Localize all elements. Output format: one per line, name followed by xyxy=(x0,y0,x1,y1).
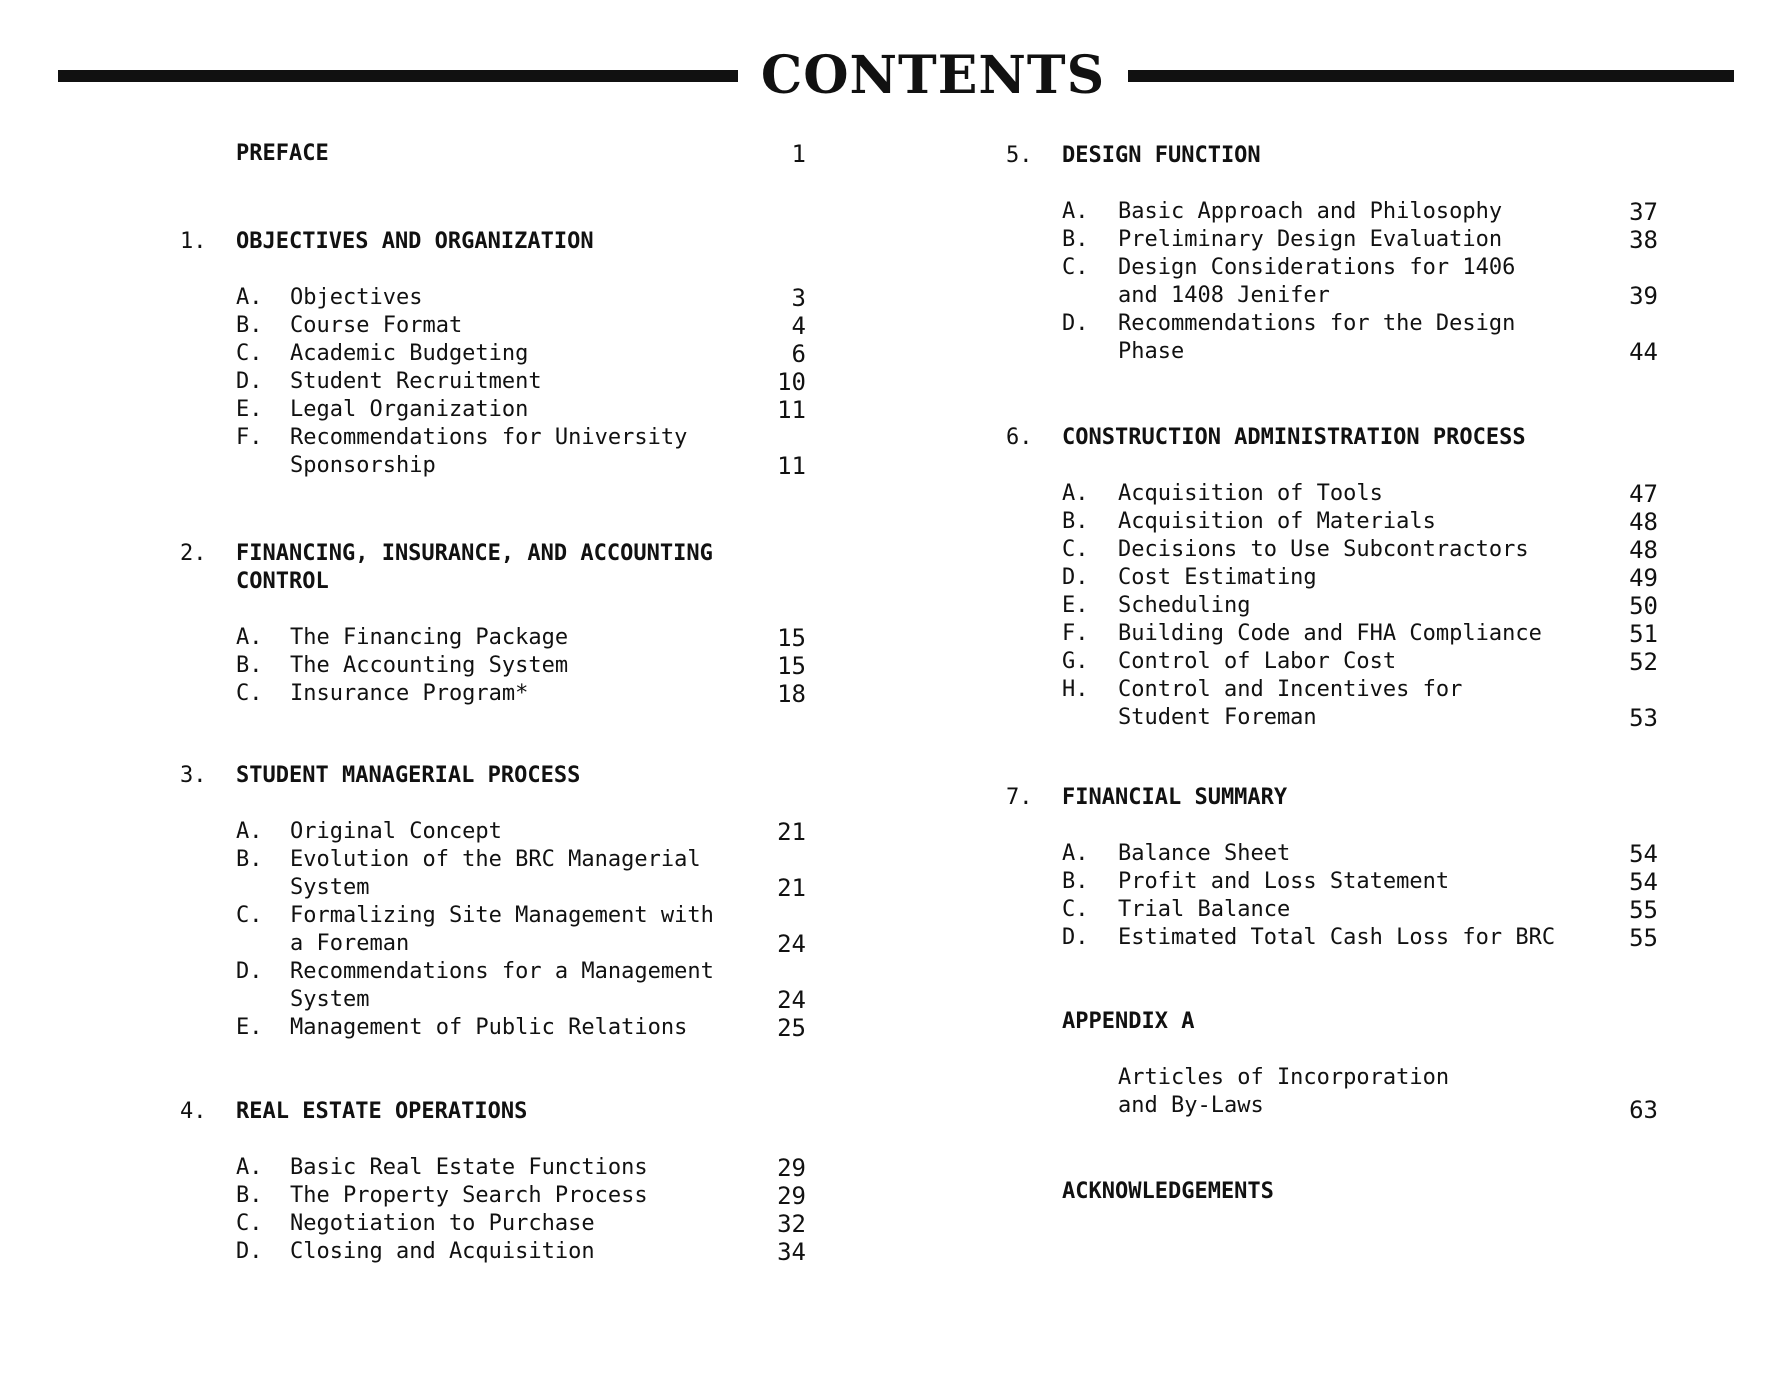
entry-letter: C. xyxy=(236,681,263,706)
entry-page: 32 xyxy=(777,1210,806,1238)
entry-title: Preliminary Design Evaluation xyxy=(1118,227,1503,252)
entry-page: 54 xyxy=(1629,840,1658,868)
entry-page: 37 xyxy=(1629,198,1658,226)
entry-letter: C. xyxy=(236,1211,263,1236)
entry-title: Profit and Loss Statement xyxy=(1118,869,1450,894)
entry-letter: B. xyxy=(236,653,263,678)
entry-title-line2: System xyxy=(290,987,370,1012)
entry-letter: A. xyxy=(236,1155,263,1180)
entry-title: Trial Balance xyxy=(1118,897,1291,922)
entry-title: Course Format xyxy=(290,313,463,338)
entry-title: Management of Public Relations xyxy=(290,1015,688,1040)
entry-page: 53 xyxy=(1629,704,1658,732)
section-number: 2. xyxy=(180,541,207,566)
entry-page: 21 xyxy=(777,818,806,846)
entry-title: Original Concept xyxy=(290,819,502,844)
entry-page: 24 xyxy=(777,986,806,1014)
entry-letter: H. xyxy=(1062,677,1089,702)
entry-page: 51 xyxy=(1629,620,1658,648)
entry-page: 3 xyxy=(791,284,806,312)
entry-page: 11 xyxy=(777,452,806,480)
entry-title: The Property Search Process xyxy=(290,1183,648,1208)
entry-letter: D. xyxy=(1062,311,1089,336)
entry-page: 44 xyxy=(1629,338,1658,366)
entry-title: Evolution of the BRC Managerial xyxy=(290,847,701,872)
entry-page: 24 xyxy=(777,930,806,958)
entry-letter: B. xyxy=(236,847,263,872)
entry-page: 49 xyxy=(1629,564,1658,592)
entry-letter: C. xyxy=(236,341,263,366)
entry-letter: G. xyxy=(1062,649,1089,674)
entry-letter: D. xyxy=(1062,565,1089,590)
page-title: CONTENTS xyxy=(760,45,1106,106)
entry-title: Balance Sheet xyxy=(1118,841,1291,866)
entry-page: 25 xyxy=(777,1014,806,1042)
entry-title: Formalizing Site Management with xyxy=(290,903,714,928)
entry-title-line2: a Foreman xyxy=(290,931,410,956)
entry-letter: D. xyxy=(1062,925,1089,950)
entry-title: Acquisition of Materials xyxy=(1118,509,1436,534)
appendix-page: 63 xyxy=(1629,1096,1658,1124)
entry-letter: D. xyxy=(236,1239,263,1264)
section-heading: FINANCING, INSURANCE, AND ACCOUNTING xyxy=(236,541,713,566)
entry-title: Building Code and FHA Compliance xyxy=(1118,621,1542,646)
entry-letter: D. xyxy=(236,959,263,984)
entry-page: 6 xyxy=(791,340,806,368)
entry-letter: E. xyxy=(236,397,263,422)
entry-letter: B. xyxy=(236,313,263,338)
entry-page: 10 xyxy=(777,368,806,396)
entry-page: 15 xyxy=(777,624,806,652)
entry-title: Recommendations for University xyxy=(290,425,688,450)
title-bar xyxy=(58,45,1734,108)
entry-title: Estimated Total Cash Loss for BRC xyxy=(1118,925,1556,950)
entry-title: Objectives xyxy=(290,285,423,310)
entry-title: Student Recruitment xyxy=(290,369,542,394)
acknowledgements-label: ACKNOWLEDGEMENTS xyxy=(1062,1179,1274,1204)
entry-letter: B. xyxy=(236,1183,263,1208)
section-heading: CONSTRUCTION ADMINISTRATION PROCESS xyxy=(1062,425,1526,450)
entry-title: Academic Budgeting xyxy=(290,341,529,366)
entry-page: 39 xyxy=(1629,282,1658,310)
entry-letter: A. xyxy=(236,285,263,310)
entry-page: 50 xyxy=(1629,592,1658,620)
entry-page: 55 xyxy=(1629,896,1658,924)
entry-title: Insurance Program* xyxy=(290,681,529,706)
entry-letter: B. xyxy=(1062,509,1089,534)
entry-title: Legal Organization xyxy=(290,397,529,422)
section-heading: FINANCIAL SUMMARY xyxy=(1062,785,1288,810)
entry-title: Control and Incentives for xyxy=(1118,677,1463,702)
entry-page: 54 xyxy=(1629,868,1658,896)
entry-title: Closing and Acquisition xyxy=(290,1239,595,1264)
entry-page: 18 xyxy=(777,680,806,708)
entry-title: Recommendations for the Design xyxy=(1118,311,1516,336)
section-heading: STUDENT MANAGERIAL PROCESS xyxy=(236,763,581,788)
entry-letter: C. xyxy=(1062,255,1089,280)
entry-title-line2: Sponsorship xyxy=(290,453,436,478)
section-heading: DESIGN FUNCTION xyxy=(1062,143,1261,168)
appendix-title: Articles of Incorporation xyxy=(1118,1065,1450,1090)
entry-title: The Accounting System xyxy=(290,653,569,678)
section-number: 1. xyxy=(180,229,207,254)
entry-letter: C. xyxy=(1062,537,1089,562)
section-heading: REAL ESTATE OPERATIONS xyxy=(236,1099,528,1124)
entry-page: 38 xyxy=(1629,226,1658,254)
entry-title: Control of Labor Cost xyxy=(1118,649,1397,674)
appendix-title-line2: and By-Laws xyxy=(1118,1093,1264,1118)
entry-title: Cost Estimating xyxy=(1118,565,1317,590)
entry-title: The Financing Package xyxy=(290,625,569,650)
section-number: 3. xyxy=(180,763,207,788)
entry-letter: A. xyxy=(1062,841,1089,866)
entry-title: Basic Real Estate Functions xyxy=(290,1155,648,1180)
entry-title: Basic Approach and Philosophy xyxy=(1118,199,1503,224)
entry-title: Recommendations for a Management xyxy=(290,959,714,984)
entry-letter: F. xyxy=(1062,621,1089,646)
entry-title: Scheduling xyxy=(1118,593,1251,618)
entry-page: 15 xyxy=(777,652,806,680)
entry-letter: A. xyxy=(236,625,263,650)
entry-title: Negotiation to Purchase xyxy=(290,1211,595,1236)
title-rule-right xyxy=(1128,70,1734,82)
section-number: 7. xyxy=(1006,785,1033,810)
entry-page: 55 xyxy=(1629,924,1658,952)
entry-letter: A. xyxy=(1062,481,1089,506)
section-number: 4. xyxy=(180,1099,207,1124)
section-heading-line2: CONTROL xyxy=(236,569,329,594)
preface-label: PREFACE xyxy=(236,141,329,166)
entry-page: 4 xyxy=(791,312,806,340)
appendix-label: APPENDIX A xyxy=(1062,1009,1195,1034)
title-rule-left xyxy=(58,70,738,82)
entry-letter: A. xyxy=(1062,199,1089,224)
entry-page: 52 xyxy=(1629,648,1658,676)
entry-letter: B. xyxy=(1062,869,1089,894)
entry-page: 34 xyxy=(777,1238,806,1266)
entry-title-line2: System xyxy=(290,875,370,900)
entry-page: 29 xyxy=(777,1154,806,1182)
entry-letter: A. xyxy=(236,819,263,844)
section-heading: OBJECTIVES AND ORGANIZATION xyxy=(236,229,594,254)
preface-page: 1 xyxy=(791,140,806,168)
entry-letter: E. xyxy=(236,1015,263,1040)
entry-page: 48 xyxy=(1629,536,1658,564)
entry-title-line2: and 1408 Jenifer xyxy=(1118,283,1330,308)
entry-letter: D. xyxy=(236,369,263,394)
entry-letter: C. xyxy=(236,903,263,928)
entry-page: 48 xyxy=(1629,508,1658,536)
entry-title: Decisions to Use Subcontractors xyxy=(1118,537,1529,562)
entry-title: Acquisition of Tools xyxy=(1118,481,1383,506)
entry-letter: F. xyxy=(236,425,263,450)
entry-letter: E. xyxy=(1062,593,1089,618)
entry-page: 21 xyxy=(777,874,806,902)
entry-title-line2: Student Foreman xyxy=(1118,705,1317,730)
entry-title-line2: Phase xyxy=(1118,339,1185,364)
section-number: 5. xyxy=(1006,143,1033,168)
entry-title: Design Considerations for 1406 xyxy=(1118,255,1516,280)
entry-letter: C. xyxy=(1062,897,1089,922)
entry-page: 47 xyxy=(1629,480,1658,508)
entry-letter: B. xyxy=(1062,227,1089,252)
entry-page: 29 xyxy=(777,1182,806,1210)
section-number: 6. xyxy=(1006,425,1033,450)
entry-page: 11 xyxy=(777,396,806,424)
